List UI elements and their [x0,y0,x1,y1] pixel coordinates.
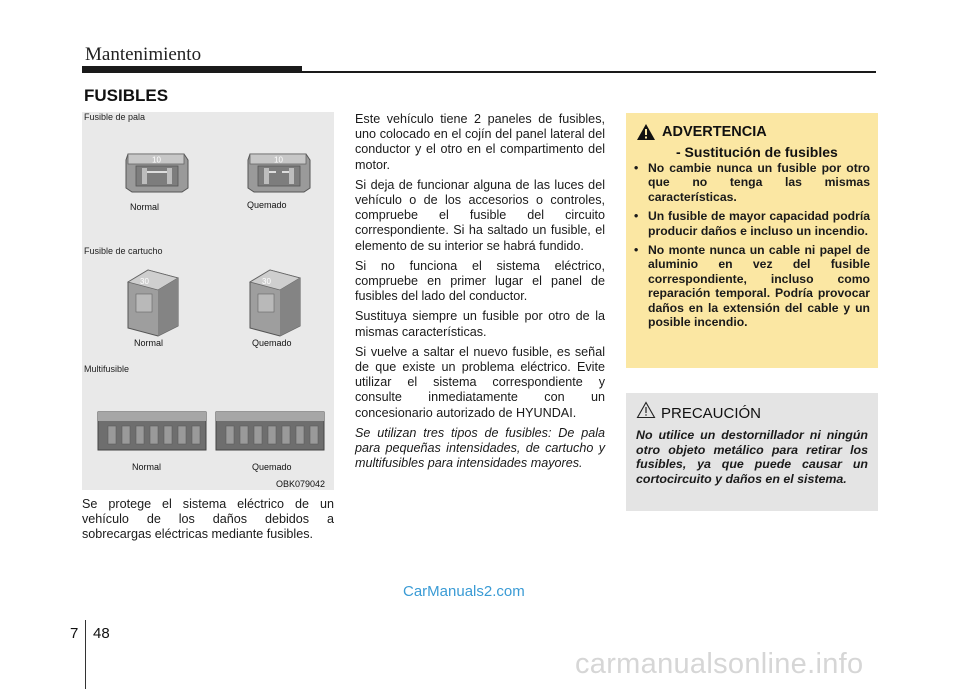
header-rule-thin [302,71,876,73]
cartridge-normal-caption: Normal [134,338,164,348]
multi-normal-caption: Normal [132,462,162,472]
multi-blown-caption: Quemado [252,462,292,472]
caution-title: PRECAUCIÓN [661,405,762,422]
fuse-types-figure [82,112,334,490]
blade-fuse-label: Fusible de pala [84,112,146,122]
blade-fuse-normal-image [122,148,192,194]
middle-column-text [355,112,605,476]
intro-paragraph: Se protege el sistema eléctrico de un vehículo de los daños debidos a sobrecargas eléctricas mediante fusibles. [82,497,334,542]
header-rule-thick [82,66,302,73]
paragraph-5: Si vuelve a saltar el nuevo fusible, es señal de que existe un problema eléctrico. Evite utilizar el sistema correspondiente y consulte inmediatamente con un concesionario autorizado de HYUNDAI. [355,344,605,420]
warning-title: ADVERTENCIA [662,124,767,140]
blade-rating-blown: 10 [274,155,283,165]
warning-triangle-icon [636,123,656,141]
caution-triangle-icon [636,401,656,419]
multi-fuse-normal-image [96,406,208,454]
cartridge-fuse-label: Fusible de cartucho [84,246,163,256]
blade-blown-caption: Quemado [247,200,287,210]
paragraph-1: Este vehículo tiene 2 paneles de fusibles, uno colocado en el cojín del panel lateral del conductor y el otro en el compartimento del motor. [355,112,605,172]
caution-box [626,393,878,511]
blade-rating-normal: 10 [152,155,161,165]
header-title: Mantenimiento [85,44,202,65]
cartridge-rating-blown: 30 [262,277,271,286]
left-column-text [82,497,334,548]
warning-item: • Un fusible de mayor capacidad podría producir daños e incluso un incendio. [634,209,870,238]
cartridge-fuse-blown-image [242,264,308,338]
figure-code: OBK079042 [276,479,326,489]
warning-subtitle: - Sustitución de fusibles [676,144,838,160]
footer-divider [85,620,86,689]
warning-item: • No cambie nunca un fusible por otro que no tenga las mismas características. [634,161,870,204]
warning-list [634,161,870,334]
site-watermark: carmanualsonline.info [575,648,864,680]
blade-normal-caption: Normal [130,202,160,212]
cartridge-blown-caption: Quemado [252,338,292,348]
multi-fuse-label: Multifusible [84,364,130,374]
cartridge-rating-normal: 30 [140,277,149,286]
cartridge-fuse-normal-image [120,264,186,338]
section-number: 7 [70,625,79,642]
caution-text: No utilice un destornillador ni ningún otro objeto metálico para retirar los fusibles, ya que puede causar un cortocircuito y daños en el sistema. [636,428,868,486]
paragraph-3: Si no funciona el sistema eléctrico, compruebe en primer lugar el panel de fusibles del lado del conductor. [355,258,605,304]
section-title: FUSIBLES [84,86,169,105]
paragraph-2: Si deja de funcionar alguna de las luces del vehículo o de los accesorios o controles, compruebe el fusible del circuito correspondiente. Si ha saltado un fusible, el elemento de su interior se habrá fundido. [355,177,605,253]
carmanuals-watermark: CarManuals2.com [403,583,525,600]
multi-fuse-blown-image [214,406,326,454]
warning-item: • No monte nunca un cable ni papel de aluminio en vez del fusible correspondiente, incluso como reparación temporal. Podría provocar daños en la extensión del cable y un posible incendio. [634,243,870,330]
paragraph-6: Se utilizan tres tipos de fusibles: De pala para pequeñas intensidades, de cartucho y multifusibles para intensidades mayores. [355,425,605,471]
blade-fuse-blown-image [244,148,314,194]
warning-box [626,113,878,368]
paragraph-4: Sustituya siempre un fusible por otro de la mismas características. [355,309,605,339]
page-number: 48 [93,625,110,642]
